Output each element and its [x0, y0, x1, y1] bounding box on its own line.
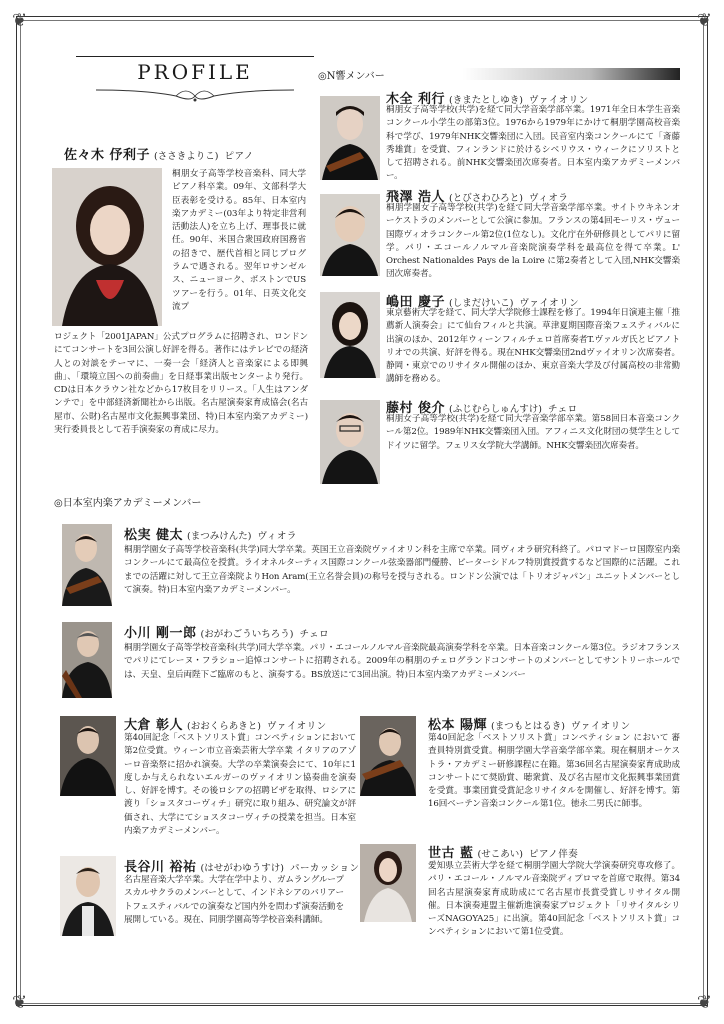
member-photo [60, 716, 116, 796]
member-name: 世古 藍 [428, 846, 474, 861]
academy-member-name-row [428, 714, 631, 733]
corner-ornament-icon: ❦ [12, 992, 28, 1013]
member-bio: 桐朋学園女子高等学校(共学)を経て同大学音楽学部卒業。サイトウキネンオーケストラのメンバーとして公演に参加。フランスの第4回モーリス・ヴュー国際ヴィオラコンクール第2位(1位なし)。文化庁在外研修員としてパリに留学。パリ・エコールノルマル音楽院演奏学科を最高位を得て卒業。L' Orchest Nationaldes Pays de la Loire に第2奏者として入団,NHK交響楽団次席奏者。 [386, 203, 680, 280]
academy-member-name-row [124, 714, 327, 733]
member-name: 松本 陽輝 [428, 718, 488, 733]
main-photo [52, 168, 162, 326]
member-name: 大倉 彰人 [124, 718, 184, 733]
member-bio: 東京藝術大学を経て、同大学大学院修士課程を修了。1994年日演連主催「推薦新人演奏会」にて仙台フィルと共演。草津夏期国際音楽フェスティバルに出演のほか、2012年ウィーンフィルチェロ首席奏者T.ヴァルガ氏とピアノトリオでの共演、好評を得る。現在NHK交響楽団2ndヴァイオリン次席奏者。静岡・東京でのリサイタル開催のほか、東京音楽大学及び付属高校の非常勤講師を務める。 [386, 308, 680, 385]
main-reading: (ささきよりこ) [154, 151, 219, 162]
member-bio: 名古屋音楽大学卒業。大学在学中より、ガムラングループスカルサクラのメンバーとして、インドネシアのバリアートフェスティバルでの演奏など国内外を問わず演奏活動を展開している。現在、同朋学園高等学校音楽科講師。 [124, 875, 344, 925]
member-reading: (きまたとしゆき) [449, 95, 523, 106]
academy-member-name-row [124, 856, 359, 875]
corner-ornament-icon: ❦ [12, 10, 28, 31]
member-reading: (おがわごういちろう) [200, 629, 294, 640]
member-photo [360, 716, 416, 796]
profile-title: PROFILE [137, 60, 253, 84]
main-name-row [64, 144, 254, 163]
member-photo [320, 194, 380, 276]
member-photo [62, 524, 112, 606]
member-reading: (せこあい) [477, 849, 523, 860]
academy-member-name-row [124, 622, 329, 641]
member-photo [60, 856, 116, 936]
member-reading: (まつもとはるき) [491, 721, 565, 732]
member-reading: (おおくらあきと) [187, 721, 261, 732]
member-name: 嶋田 慶子 [386, 295, 446, 310]
member-role: チェロ [547, 404, 578, 415]
member-name: 長谷川 裕祐 [124, 860, 197, 875]
member-reading: (はせがわゆうすけ) [200, 863, 284, 874]
member-role: チェロ [299, 629, 330, 640]
main-role: ピアノ [224, 151, 254, 162]
member-role: ヴァイオリン [570, 721, 631, 732]
member-bio: 桐朋女子高等学校(共学)を経て同大学音楽学部卒業。第58回日本音楽コンクール第2位。1989年NHK交響楽団入団。アフィニス文化財団の奨学生としてドイツに留学。フェリス女学院大学講師。NHK交響楽団次席奏者。 [386, 414, 680, 451]
main-bio-wide: ロジェクト「2001JAPAN」公式プログラムに招聘され、ロンドンにてコンサートを3回公演し好評を得る。著作にはテレビでの経済人との対談をテーマに、一奏一会「経済人と音楽家による即興曲」、「環境立国への前奏曲」を日経事業出版センターより発行。CDは日本クラウン社などから17枚目をリリース。「人生はアンダンテで」を中部経済新聞社から出版。名古屋演奏家育成協会(名古屋市、公財)名古屋市文化振興事業団、特)日本室内楽アカデミー)実行委員長として若手演奏家の育成に尽力。 [54, 332, 308, 436]
member-name: 小川 剛一郎 [124, 626, 197, 641]
academy-member-name-row [124, 524, 297, 543]
member-bio: 第40回記念「ベストソリスト賞」コンペティション において 審査員特別賞受賞。桐朋学園大学音楽学部卒業。現在桐朋オーケストラ・アカデミー研修課程に在籍。第36回名古屋演奏家育成助成コンサートにて奨励賞、聴衆賞、及び名古屋市文化振興事業団賞を受賞。事業団賞受賞記念リサイタルを開催し、好評を博す。第16回ベーテン音楽コンクール第1位。徳永二男氏に師事。 [428, 733, 680, 810]
member-bio: 愛知県立芸術大学を経て桐朋学園大学院大学演奏研究専攻修了。パリ・エコール・ノルマル音楽院ディプロマを首席で取得。第34回名古屋演奏家育成助成にて名古屋市長賞受賞しリサイタル開催。日本演奏連盟主催新進演奏家プロジェクト「リサイタルシリーズNAGOYA25」に出演。第40回記念「ベストソリスト賞」コンペティションにおいて第1位受賞。 [428, 861, 680, 938]
member-photo [320, 400, 380, 484]
profile-heading [76, 56, 314, 110]
member-reading: (とびさわひろと) [449, 193, 523, 204]
member-bio: 桐朋学園女子高等学校音楽科(共学)同大学卒業。パリ・エコールノルマル音楽院最高演奏学科を卒業。日本音楽コンクール第3位。ラジオフランスでパリにてレーヌ・フラショー追悼コンサートに招聘される。2009年の桐朋のチェログランドコンサートのメンバーとしてサントリーホールでは、天皇、皇后両陛下ご臨席のもと、演奏する。BS放送にて3回出演。特)日本室内楽アカデミーメンバー [124, 643, 680, 680]
member-photo [320, 292, 380, 378]
member-photo [360, 844, 416, 922]
nhk-section-title: ◎N響メンバー [318, 71, 385, 82]
corner-ornament-icon: ❦ [696, 10, 712, 31]
member-role: ヴァイオリン [519, 298, 580, 309]
member-photo [320, 96, 380, 180]
member-reading: (しまだけいこ) [449, 298, 514, 309]
member-bio: 桐朋女子高等学校(共学)を経て同大学音楽学部卒業。1971年全日本学生音楽コンクール小学生の部第3位。1976から1979年にかけて桐朋学園高校音楽科で学び、1979年NHK交響楽団に入団。民音室内楽コンクールにて「斎藤秀雄賞」を受賞、フィンランドに於けるシベリウス・ウィークにソリストとして招聘される。前NHK交響楽団次席奏者。日本室内楽アカデミーメンバー。 [386, 105, 680, 182]
member-bio: 第40回記念「ベストソリスト賞」コンペティションにおいて第2位受賞。ウィーン市立音楽芸術大学卒業 イタリアのアゾーロ音楽祭に招かれ演奏。大学の卒業演奏会にて、10年に1度しか与えられないエルガーのヴァイオリン協奏曲を演奏し、好評を博す。その後ロシアの招聘ビザを取得、ロシアに渡り「ショスタコーヴィチ」研究に取り組み、研究論文が評価され、大学にてショスタコーヴィチの授業を担当。日本室内楽アカデミーメンバー。 [124, 733, 356, 837]
member-reading: (まつみけんた) [187, 531, 252, 542]
member-role: ヴァイオリン [266, 721, 327, 732]
member-name: 藤村 俊介 [386, 401, 446, 416]
member-reading: (ふじむらしゅんすけ) [449, 404, 542, 415]
member-role: パーカッション [289, 863, 360, 874]
corner-ornament-icon: ❦ [696, 992, 712, 1013]
flourish-icon [76, 84, 314, 106]
member-role: ピアノ伴奏 [528, 849, 579, 860]
main-name: 佐々木 伃利子 [64, 148, 151, 163]
heading-rule [76, 56, 314, 57]
academy-section-title: ◎日本室内楽アカデミーメンバー [54, 498, 202, 509]
academy-member-name-row [428, 842, 578, 861]
member-role: ヴィオラ [528, 193, 569, 204]
member-name: 松実 健太 [124, 528, 184, 543]
member-bio: 桐朋学園女子高等学校音楽科(共学)同大学卒業。英国王立音楽院ヴァイオリン科を主席で卒業。同ヴィオラ研究科終了。パロマドーロ国際室内楽コンクールにて最高位を授賞。ライオネルターティス国際コンクール弦楽器部門優勝、ピーターシドルフ特別賞授賞するなど国際的に活躍。これまでの活躍に対して王立音楽院よりHon Aram(王立名誉会員)の称号を授与される。ロンドン公演では「トリオジャパン」ユニットメンバーとして演奏。特)日本室内楽アカデミーメンバー。 [124, 545, 680, 595]
member-photo [62, 622, 112, 698]
member-name: 飛澤 浩人 [386, 190, 446, 205]
main-bio-narrow: 桐朋女子高等学校音楽科、同大学ピアノ科卒業。09年、文部科学大臣表彰を受ける。85年、日本室内楽アカデミー(03年より特定非営利活動法人)を立ち上げ、理事長に就任。90年、米国合衆国政府国務省の招きで、歴代首相と同じプログラムで遇される。翌年ロサンゼルス、ニューヨーク、ボストンでUSツアーを行う。01年、日英文化交流プ [172, 169, 306, 312]
member-name: 木全 利行 [386, 92, 446, 107]
member-role: ヴィオラ [257, 531, 297, 542]
member-role: ヴァイオリン [528, 95, 589, 106]
